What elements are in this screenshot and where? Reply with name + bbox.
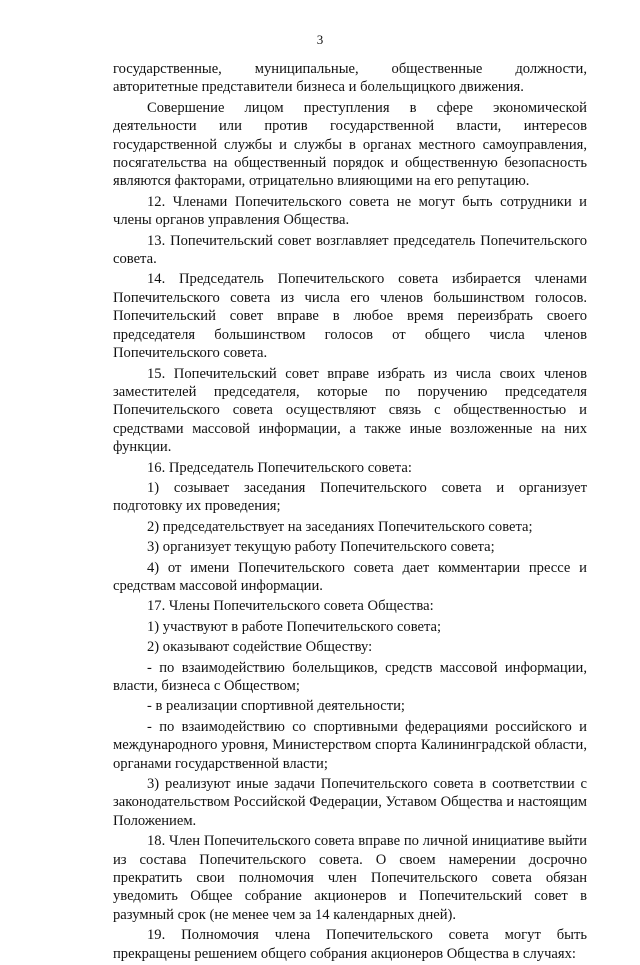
list-item-16-1: 1) созывает заседания Попечительского совета и организует подготовку их проведения;: [113, 479, 587, 515]
document-body: [113, 60, 587, 965]
list-item-16-2: 2) председательствует на заседаниях Попечительского совета;: [147, 518, 533, 535]
list-item-17-2-b: - в реализации спортивной деятельности;: [147, 698, 405, 715]
list-item-16-4: 4) от имени Попечительского совета дает комментарии прессе и средствам массовой информации.: [113, 559, 587, 594]
paragraph-16: 16. Председатель Попечительского совета:: [147, 459, 412, 476]
paragraph-15: 15. Попечительский совет вправе избрать из числа своих членов заместителей председателя, которые по поручению председателя Попечительского совета осуществляют связь с общественностью и средствами массовой информации, а также иные возложенные на них функции.: [113, 365, 587, 456]
paragraph-continuation: государственные, муниципальные, общественные должности, авторитетные представители бизнеса и болельщицкого движения.: [113, 61, 587, 96]
list-item-17-2-a: - по взаимодействию болельщиков, средств массовой информации, власти, бизнеса с Обществом;: [113, 659, 587, 694]
paragraph-19: 19. Полномочия члена Попечительского совета могут быть прекращены решением общего собрания акционеров Общества в случаях:: [113, 927, 587, 962]
list-item-17-2: 2) оказывают содействие Обществу:: [147, 639, 373, 656]
list-item-17-3: 3) реализуют иные задачи Попечительского совета в соответствии с законодательством Российской Федерации, Уставом Общества и настоящим Положением.: [113, 776, 587, 829]
list-item-16-3: 3) организует текущую работу Попечительского совета;: [147, 539, 495, 556]
paragraph-14: 14. Председатель Попечительского совета избирается членами Попечительского совета из числа его членов большинством голосов. Попечительский совет вправе в любое время переизбрать своего председателя большинством голосов от общего числа членов Попечительского совета.: [113, 271, 587, 362]
list-item-17-1: 1) участвуют в работе Попечительского совета;: [147, 618, 442, 635]
paragraph-12: 12. Членами Попечительского совета не могут быть сотрудники и члены органов управления Общества.: [113, 193, 587, 229]
paragraph-reputation: Совершение лицом преступления в сфере экономической деятельности или против государственной власти, интересов государственной службы и службы в органах местного самоуправления, посягательства на общественный порядок и общественную безопасность являются факторами, отрицательно влияющими на его репутацию.: [113, 99, 587, 190]
page-number: 3: [316, 32, 324, 47]
paragraph-17: 17. Члены Попечительского совета Общества:: [147, 598, 434, 615]
paragraph-18: 18. Член Попечительского совета вправе по личной инициативе выйти из состава Попечительского совета. О своем намерении досрочно прекратить свои полномочия член Попечительского совета обязан уведомить Общее собрание акционеров и Попечительский совет в разумный срок (не менее чем за 14 календарных дней).: [113, 833, 587, 923]
paragraph-13: 13. Попечительский совет возглавляет председатель Попечительского совета.: [113, 232, 587, 268]
list-item-17-2-c: - по взаимодействию со спортивными федерациями российского и международного уровня, Министерством спорта Калининградской области, органами государственной власти;: [113, 718, 587, 772]
